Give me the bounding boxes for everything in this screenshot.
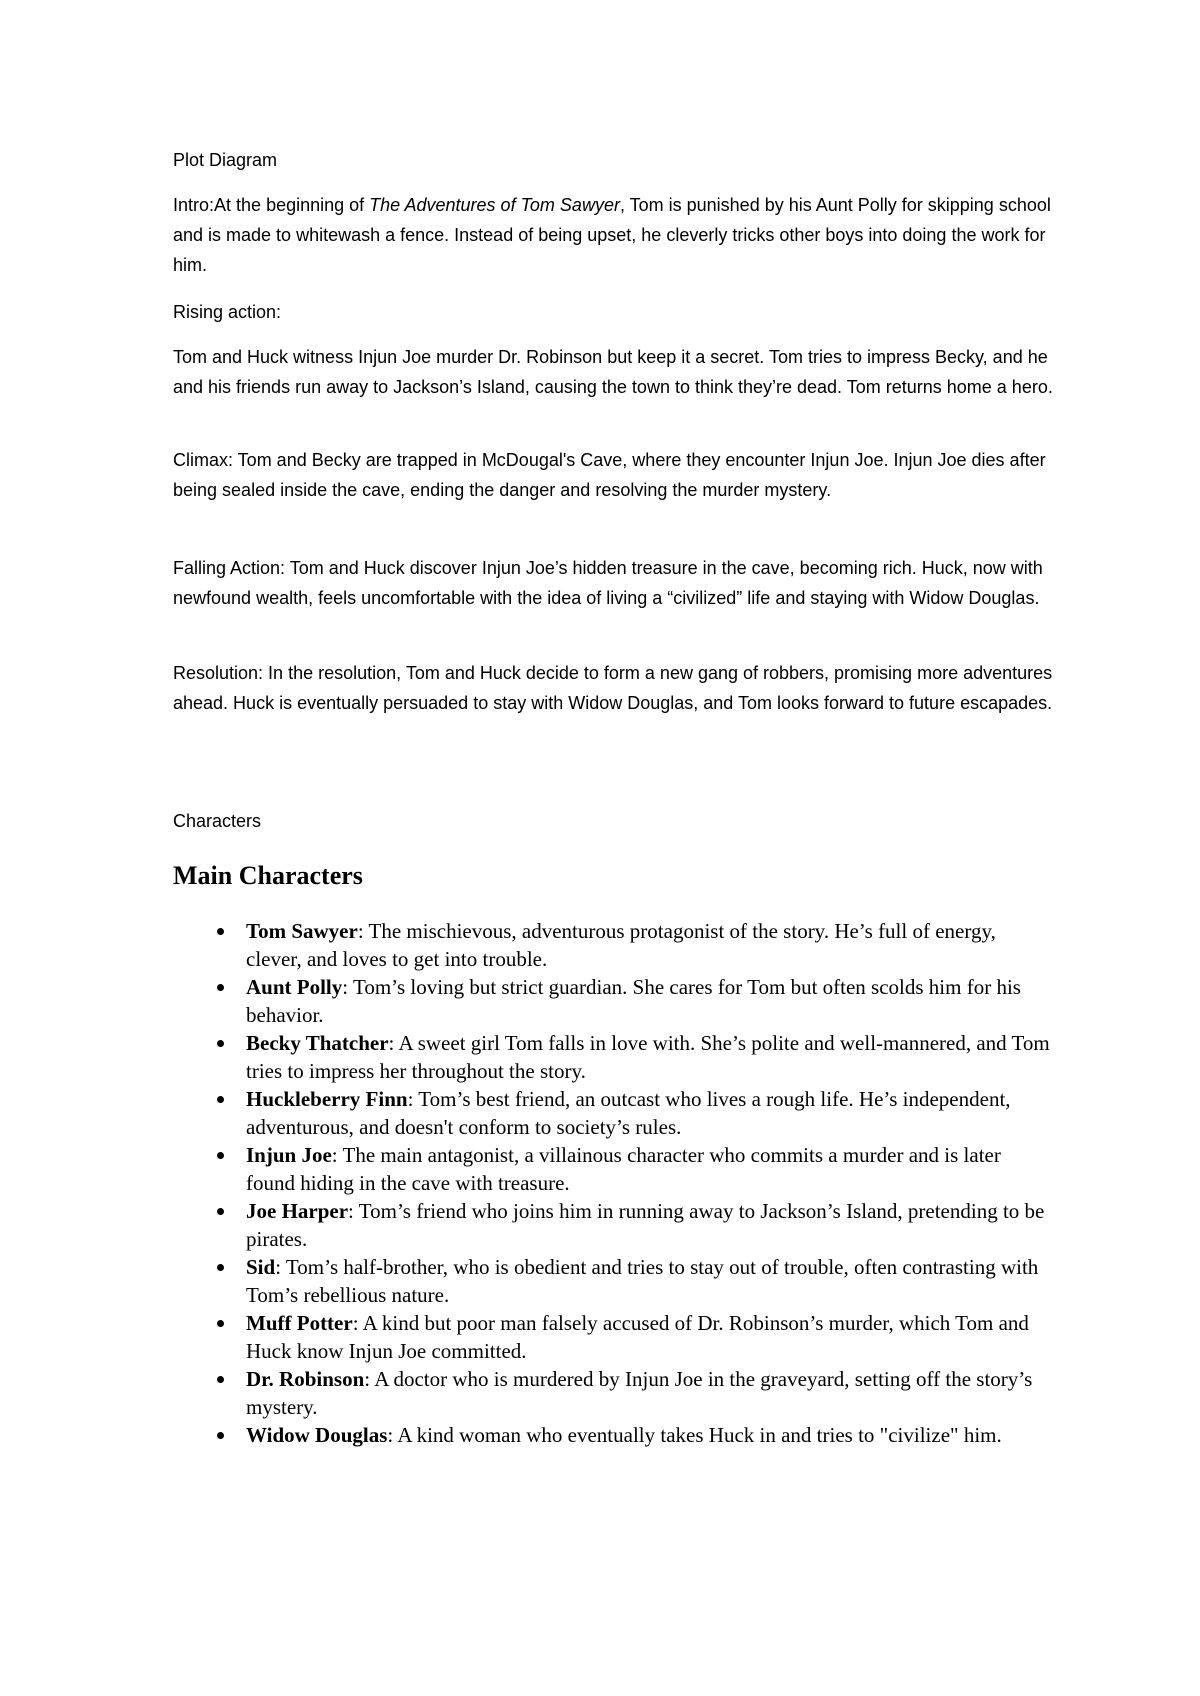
bullet-icon xyxy=(217,1096,224,1103)
list-item xyxy=(173,973,1053,1029)
rising-action-paragraph: Tom and Huck witness Injun Joe murder Dr. Robinson but keep it a secret. Tom tries to impress Becky, and he and his friends run away to Jackson’s Island, causing the town to think they’re dead. Tom returns home a hero. xyxy=(173,347,1053,397)
character-description: : The main antagonist, a villainous character who commits a murder and is later found hiding in the cave with treasure. xyxy=(246,1143,1001,1195)
character-name: Huckleberry Finn xyxy=(246,1087,408,1111)
climax-paragraph: Climax: Tom and Becky are trapped in McDougal's Cave, where they encounter Injun Joe. Injun Joe dies after being sealed inside the cave, ending the danger and resolving the murder mystery. xyxy=(173,450,1046,500)
characters-heading: Characters xyxy=(173,811,262,831)
list-item xyxy=(173,1309,1053,1365)
list-item xyxy=(173,917,1053,973)
bullet-icon xyxy=(217,928,224,935)
bullet-icon xyxy=(217,1040,224,1047)
main-characters-heading: Main Characters xyxy=(173,861,363,890)
character-name: Injun Joe xyxy=(246,1143,332,1167)
character-name: Dr. Robinson xyxy=(246,1367,365,1391)
character-name: Becky Thatcher xyxy=(246,1031,389,1055)
list-item xyxy=(173,1421,1053,1477)
rising-action-label: Rising action: xyxy=(173,302,282,322)
bullet-icon xyxy=(217,1376,224,1383)
intro-paragraph xyxy=(173,190,1053,280)
character-description: : A kind woman who eventually takes Huck in and tries to "civilize" him. xyxy=(387,1423,1002,1447)
bullet-icon xyxy=(217,1208,224,1215)
character-name: Widow Douglas xyxy=(246,1423,388,1447)
bullet-icon xyxy=(217,1320,224,1327)
bullet-icon xyxy=(217,984,224,991)
bullet-icon xyxy=(217,1432,224,1439)
character-name: Muff Potter xyxy=(246,1311,353,1335)
character-description: : A kind but poor man falsely accused of Dr. Robinson’s murder, which Tom and Huck know Injun Joe committed. xyxy=(246,1311,1029,1363)
character-description: : A doctor who is murdered by Injun Joe in the graveyard, setting off the story’s mystery. xyxy=(246,1367,1033,1419)
character-description: : Tom’s friend who joins him in running away to Jackson’s Island, pretending to be pirates. xyxy=(246,1199,1045,1251)
character-name: Aunt Polly xyxy=(246,975,343,999)
resolution-paragraph: Resolution: In the resolution, Tom and Huck decide to form a new gang of robbers, promising more adventures ahead. Huck is eventually persuaded to stay with Widow Douglas, and Tom looks forward to future escapades. xyxy=(173,663,1053,713)
list-item xyxy=(173,1029,1053,1085)
list-item xyxy=(173,1141,1053,1197)
character-list xyxy=(173,917,1053,1477)
character-name: Sid xyxy=(246,1255,276,1279)
character-name: Joe Harper xyxy=(246,1199,349,1223)
falling-action-paragraph: Falling Action: Tom and Huck discover Injun Joe’s hidden treasure in the cave, becoming rich. Huck, now with newfound wealth, feels uncomfortable with the idea of living a “civilized” life and staying with Widow Douglas. xyxy=(173,558,1043,608)
character-description: : Tom’s loving but strict guardian. She cares for Tom but often scolds him for his behavior. xyxy=(246,975,1021,1027)
list-item xyxy=(173,1253,1053,1309)
character-name: Tom Sawyer xyxy=(246,919,358,943)
intro-label: Intro: xyxy=(173,195,215,215)
intro-text-after: , Tom is punished by his Aunt Polly for skipping school and is made to whitewash a fence. Instead of being upset, he cleverly tricks other boys into doing the work for him. xyxy=(173,195,1051,275)
intro-text-before: At the beginning of xyxy=(214,195,370,215)
plot-diagram-heading: Plot Diagram xyxy=(173,150,278,170)
list-item xyxy=(173,1197,1053,1253)
list-item xyxy=(173,1365,1053,1421)
bullet-icon xyxy=(217,1264,224,1271)
bullet-icon xyxy=(217,1152,224,1159)
list-item xyxy=(173,1085,1053,1141)
book-title: The Adventures of Tom Sawyer xyxy=(369,195,620,215)
character-description: : A sweet girl Tom falls in love with. She’s polite and well-mannered, and Tom tries to impress her throughout the story. xyxy=(246,1031,1050,1083)
character-description: : The mischievous, adventurous protagonist of the story. He’s full of energy, clever, and loves to get into trouble. xyxy=(246,919,996,971)
character-description: : Tom’s half-brother, who is obedient and tries to stay out of trouble, often contrasting with Tom’s rebellious nature. xyxy=(246,1255,1039,1307)
character-description: : Tom’s best friend, an outcast who lives a rough life. He’s independent, adventurous, and doesn't conform to society’s rules. xyxy=(246,1087,1011,1139)
